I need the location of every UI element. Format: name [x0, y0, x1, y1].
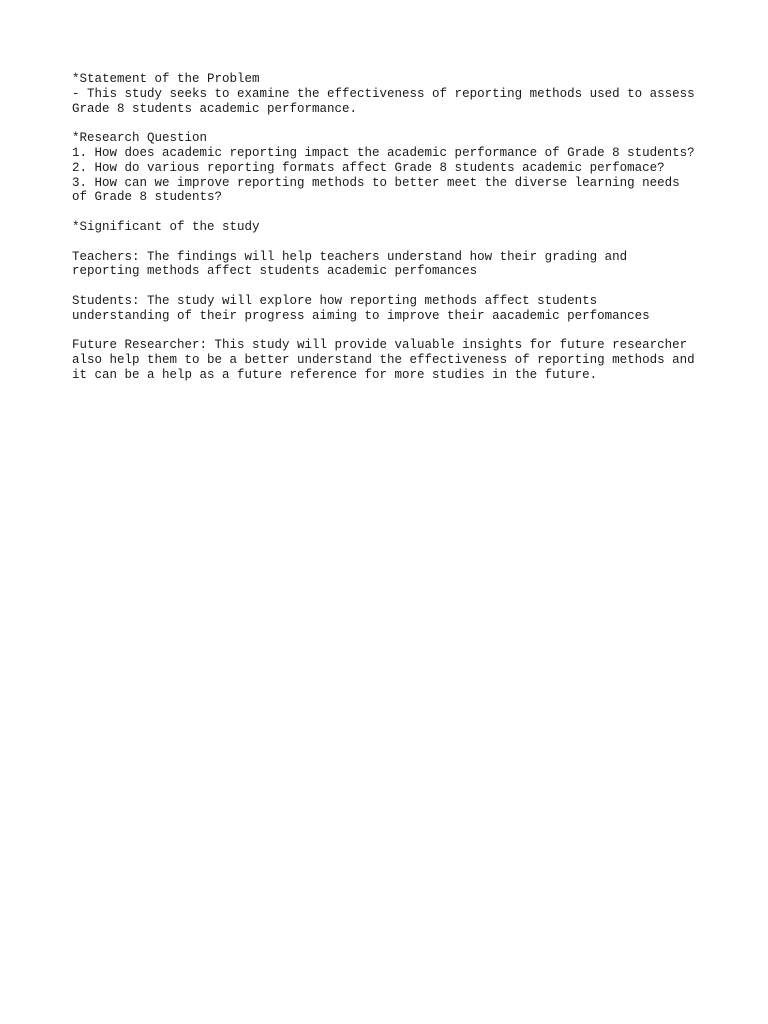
- research-question: 2. How do various reporting formats affect Grade 8 students academic perfomace?: [72, 160, 665, 175]
- statement-heading: *Statement of the Problem: [72, 72, 260, 86]
- significance-students: understanding of their progress aiming to improve their aacademic perfomances: [72, 308, 650, 323]
- significance-teachers: reporting methods affect students academic perfomances: [72, 264, 478, 279]
- significance-future-researcher: Future Researcher: This study will provide valuable insights for future researcher: [72, 338, 688, 353]
- paragraph-gap: [72, 116, 712, 131]
- research-question: 3. How can we improve reporting methods to better meet the diverse learning needs: [72, 175, 680, 190]
- significance-teachers: Teachers: The findings will help teachers understand how their grading and: [72, 249, 628, 264]
- research-heading: *Research Question: [72, 131, 208, 146]
- significance-future-researcher: also help them to be a better understand the effectiveness of reporting methods and: [72, 353, 695, 368]
- research-question: of Grade 8 students?: [72, 190, 223, 205]
- research-question: 1. How does academic reporting impact the academic performance of Grade 8 students?: [72, 145, 695, 160]
- document-page: [72, 72, 712, 383]
- statement-line: Grade 8 students academic performance.: [72, 101, 358, 116]
- statement-line: - This study seeks to examine the effectiveness of reporting methods used to assess: [72, 86, 695, 101]
- paragraph-gap: [72, 324, 712, 339]
- significance-future-researcher: it can be a help as a future reference for more studies in the future.: [72, 367, 598, 382]
- paragraph-gap: [72, 205, 712, 220]
- significance-heading: *Significant of the study: [72, 219, 260, 234]
- paragraph-gap: [72, 279, 712, 294]
- significance-students: Students: The study will explore how reporting methods affect students: [72, 293, 598, 308]
- paragraph-gap: [72, 235, 712, 250]
